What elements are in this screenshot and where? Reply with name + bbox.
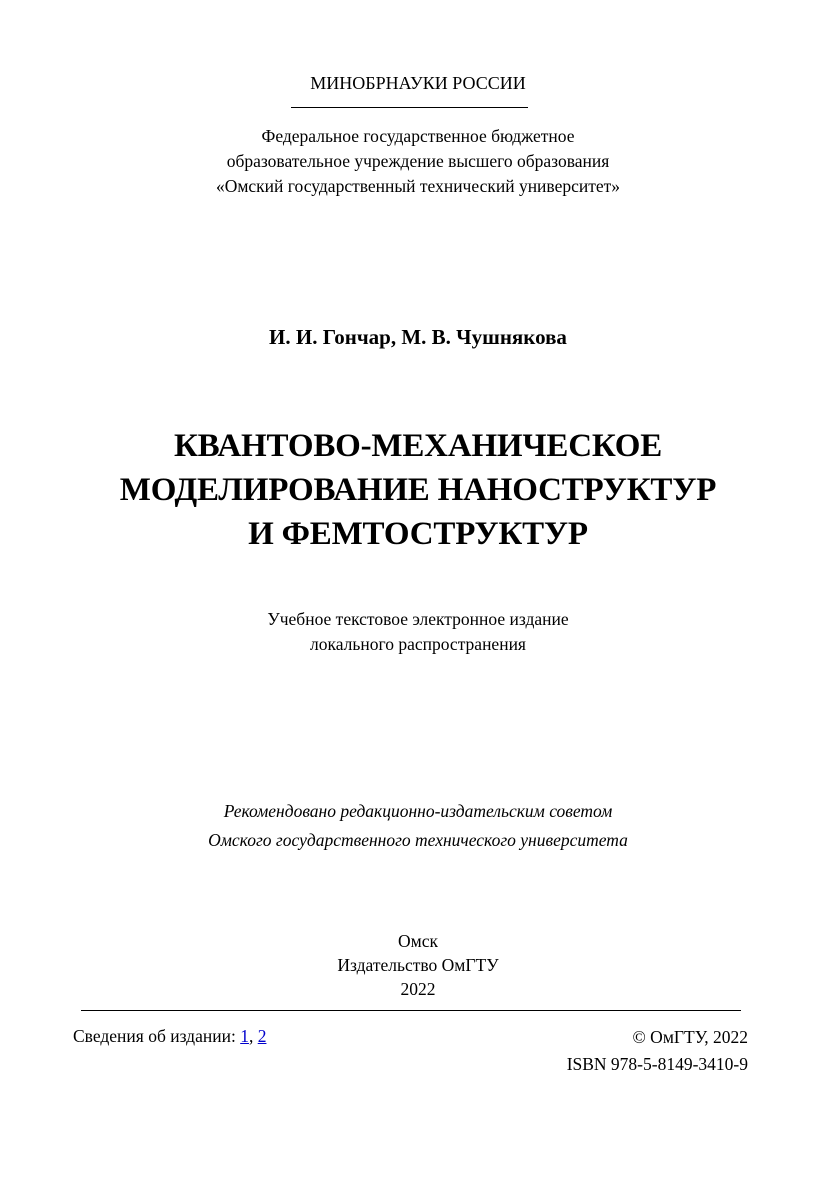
edition-info-label: Сведения об издании: [73, 1026, 236, 1046]
recommendation [0, 797, 836, 855]
ministry-name: МИНОБРНАУКИ РОССИИ [310, 73, 526, 93]
institution-block [0, 124, 836, 199]
recommendation-line: Омского государственного технического университета [208, 830, 628, 850]
institution-line: Федеральное государственное бюджетное [261, 126, 575, 146]
edition-line: локального распространения [310, 634, 526, 654]
ministry-underline [291, 107, 528, 108]
imprint-year: 2022 [400, 979, 436, 999]
edition-line: Учебное текстовое электронное издание [267, 609, 569, 629]
title-line: КВАНТОВО-МЕХАНИЧЕСКОЕ [173, 428, 663, 464]
institution-line: образовательное учреждение высшего образования [226, 151, 610, 171]
title-line: МОДЕЛИРОВАНИЕ НАНОСТРУКТУР [119, 472, 717, 508]
publication-ids [567, 1024, 748, 1078]
recommendation-line: Рекомендовано редакционно-издательским советом [223, 801, 613, 821]
imprint [0, 929, 836, 1001]
imprint-publisher: Издательство ОмГТУ [337, 955, 499, 975]
link-separator: , [248, 1026, 258, 1046]
edition-info-link-1[interactable]: 1 [240, 1026, 249, 1046]
isbn: ISBN 978-5-8149-3410-9 [566, 1054, 748, 1074]
authors: И. И. Гончар, М. В. Чушнякова [269, 325, 567, 349]
book-title [0, 424, 836, 556]
edition-info [73, 1024, 266, 1048]
title-line: И ФЕМТОСТРУКТУР [248, 516, 588, 552]
edition-info-link-2[interactable]: 2 [257, 1026, 267, 1046]
institution-line: «Омский государственный технический университет» [215, 176, 621, 196]
copyright: © ОмГТУ, 2022 [632, 1027, 748, 1047]
edition-type [0, 607, 836, 657]
imprint-city: Омск [398, 931, 438, 951]
footer-divider [81, 1010, 741, 1011]
